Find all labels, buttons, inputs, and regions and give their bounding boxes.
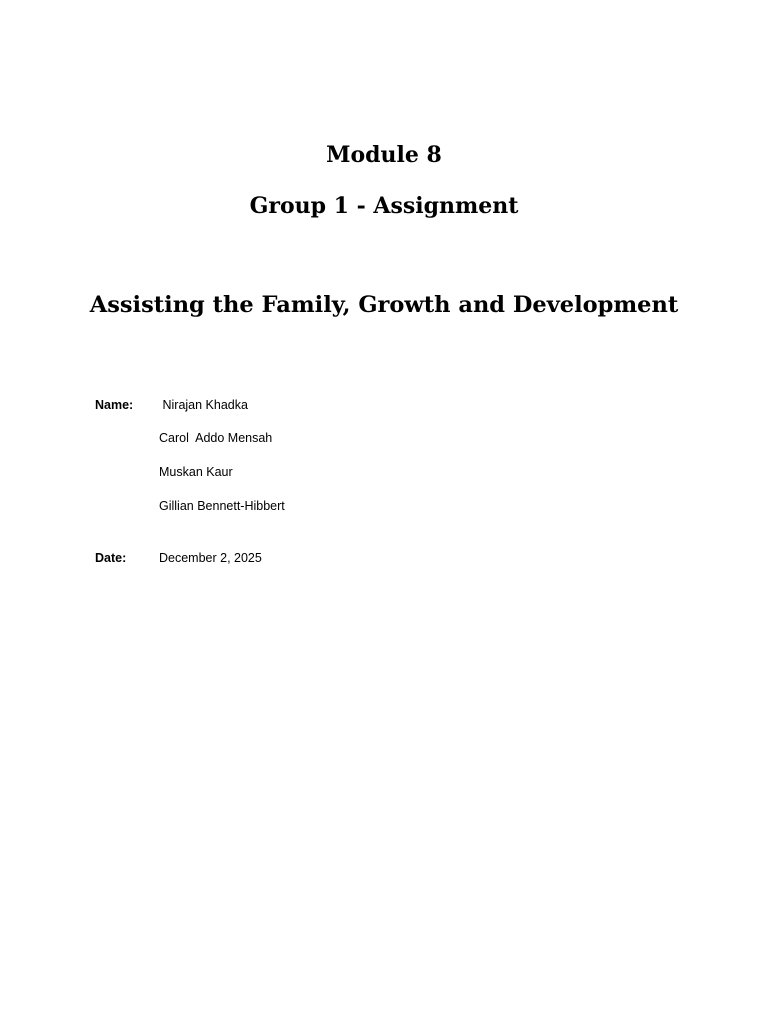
document-title: Assisting the Family, Growth and Development [89,292,679,318]
name-entry: Gillian Bennett-Hibbert [159,499,285,513]
group-title: Group 1 - Assignment [249,193,519,219]
name-entry: Carol Addo Mensah [159,431,273,445]
module-title: Module 8 [326,142,442,168]
date-label: Date: [95,551,127,565]
name-entry: Muskan Kaur [159,465,233,479]
name-entry: Nirajan Khadka [159,398,248,412]
date-value: December 2, 2025 [159,551,262,565]
name-label: Name: [95,398,134,412]
